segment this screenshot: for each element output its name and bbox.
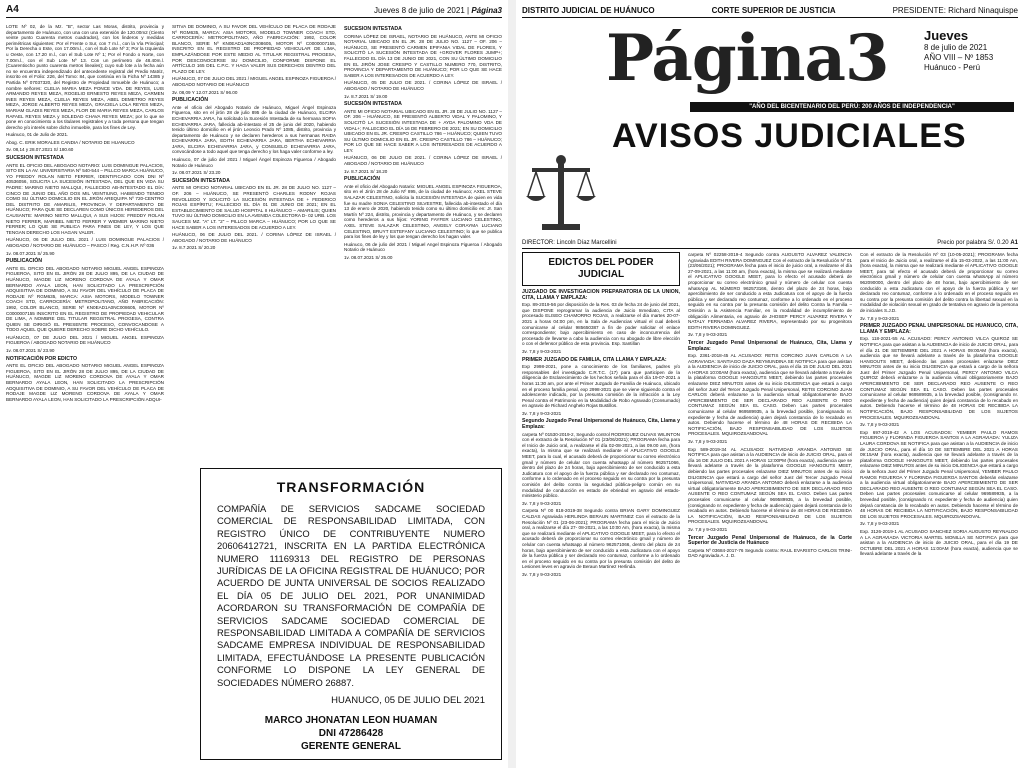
notice-paragraph: HUÁNUCO, 07 DE JULIO DEL 2021 / MIGUEL ANGEL ESPINOZA FIGUEROA / ABOGADO NOTARIO DE HUÁNUCO (6, 334, 164, 346)
issue-number: AÑO VIII – Nº 1853 (924, 53, 994, 62)
notice-paragraph: 3v. 7,8 y 9-03-2021 (688, 526, 728, 532)
notice-paragraph: Huánuco, 06 de julio del 2021 / Miguel Angel Espinoza Figueroa / Abogado Notario de Huánuco (344, 241, 502, 253)
notice-paragraph: 3v. 7,8 y 9-03-2021 (688, 332, 728, 338)
signatory-dni: DNI 47286428 (318, 728, 384, 740)
notice-heading: NOTIFICACIÓN POR EDICTO (6, 355, 78, 362)
left-page-brand: Página3 (471, 6, 502, 15)
notice-heading: SUCESION INTESTADA (6, 155, 64, 162)
notice-heading: PRIMER JUZGADO DE FAMILIA, CITA LLAMA Y EMPLAZA: (522, 356, 667, 363)
notice-heading: Tercer Juzgado Penal Unipersonal de Huánuco, de la Corte Superior de Justicia de Huánuco (688, 534, 852, 547)
notice-paragraph: Carpeta Nº 03684-2017-76 Segundo contra: RAUL EVARISTO CARLOS TRINI-DAD Agraviada A. J. D. (688, 547, 852, 559)
notice-paragraph: Exp. 2361-2018-45 AL ACUSADO: RETIS CORCINO JUAN CARLOS A LA AGRAVIADA: SANTIAGO DAZA REYMUNDINA SE NOTIFICA para que asistan a la AUDIENCIA de inicio de JUICIO ORAL, para el día 15 DE JULIO DEL 2021 A HORAS 10:00AM (hora exacta), audiencia que se llevará adelante a través de la plataforma GOOGLE HANGOUTS MEET, debiendo las partes procesales enlazarse DIEZ MINUTOS antes de su inicio DILIGENCIA que estará a cargo del señor Juez del Tercer Juzgado Penal Unipersonal, RETIS CORCINO JUAN CARLOS deberá enlazarse a la audiencia virtual obligatoriamente BAJO APERCIBIMIENTO DE SER DECLARADO REO AUSENTE O REO CONTUMAZ SEGÚN SEA EL CASO. Deben Las partes procesales comunicarse al celular 969589935, a la brevedad posible, (consignando nr. expediente y fecha de audiencia) quien dejará constancia de lo recabado en autos. Debiendo hacerse el término de 48 HORAS DE RECIBIDA LA NOTIFICACIÓN, BAJO RESPONSABILIDAD DE LOS SUJETOS PROCESALES. MQUIROZSANDOVAL (688, 353, 852, 437)
transformacion-signature (217, 714, 485, 753)
notice-paragraph: carpeta Nº 02258-2019-4 Segundo contra AUGUSTO ALVAREZ VALENCIA Agraviada EDITH RIVERA DOMINGUEZ Con el extracto de la Resolución Nº 01 (23/06/2021); PROGRAMA fecha para el inicio de juicio oral, a realizarse el día 27-09-2021, a las 11:00 am, (hora exacta), la misma que se realizará mediante el APLICATIVO GOOGLE MEET, para lo efecto el acusado deberá de proporcionar su correo electrónico gmail y número de celular con cuenta whatsApp AL NÚMERO 962573166, dentro del plazo de 24 horas, bajo apercibimiento de ser conducido a esta Judicatura con el apoyo de la fuerza pública y ser declarado reo contumaz, conforme a lo ordenado en el proceso seguido en su contra por la presunta comisión del delito Contra la Familia – Omisión a la Asistencia Familiar, en la modalidad de incumplimiento de obligación Alimentaria, en agravio de JHOSEP PERCY ALVAREZ RIVERA Y NATALY FERNANDA ALVAREZ RIVERA, representado por su progenitora EDITH RIVERA DOMINGUEZ. (688, 252, 852, 330)
notice-paragraph: Con el extracto de la Resolución Nº 03 (10-05-2021); PROGRAMA fecha para el Inicio de Juicio oral, a realizarse el día 15-03-2022, a las 11:00 Am, (hora exacta), la misma que se realizará mediante el APLICATIVO GOOGLE MEET, para tal efecto el acusado deberá de proporcionar su correo electrónico gmail y número de celular con cuenta whatsApp al número 962090000, dentro del plazo de 48 horas, bajo apercibimiento de ser conducido a esta Judicatura con el apoyo de la fuerza pública y ser declarado reo contumaz, conforme a lo ordenado en el proceso seguido en su contra por la presunta comisión del delito contra la libertad sexual en la modalidad de violación sexual en grado de tentativa en agravio de la persona de iniciales S.J.D. (860, 252, 1018, 313)
notice-paragraph: ANTE EL OFICIO DEL ABOGADO NOTARIO MIGUEL ANGEL ESPINOZA FIGUEROA, SITO EN EL JIRÓN 28 DE JULIO 895, DE LA CIUDAD DE HUÁNUCO, MAGDE LIZ MORENO CORDOVA DE AYALA Y OMAR BERNARDO AYALA LEON, HAN SOLICITADO LA PRESCRIPCIÓN ADQUISITIVA DE DOMINIO, A SU FAVOR DEL VEHÍCULO DE PLACA DE RODAJE Nº RGM635, MARCA: ASIA MOTORS, MODELO TOWNER COACH STD, CARROCERÍA: METROPOLITANO, AÑO FABRICACIÓN: 1992, COLOR BLANCO, SERIE Nº KN0EAD1A0NC008605, MOTOR Nº C0000007155 INSCRITO EN EL REGISTRO DE PROPIEDAD VEHICULAR DE LIMA, A NOMBRE DEL TITULAR REGISTRAL PROGESA, CONTRA QUIEN SE DIRIGIÓ EL PRESENTE PROCESO, CONVOCANDOSE A TODO AQUEL QUE QUIERE DERECHO SOBRE DICHO VEHÍCULO. (6, 265, 164, 333)
district-label: DISTRITO JUDICIAL DE HUÁNUCO (522, 6, 655, 15)
notice-paragraph: 1v. 8.7.2021 S/ 20.20 (172, 245, 216, 251)
notice-paragraph: HUÁNUCO, 06 DE JULIO DE 2021. / CORINA LÓPEZ DE ISRAEL / ABOGADO / NOTARIO DE HUÁNUCO (344, 155, 502, 167)
notice-paragraph: 1v. 8.7.2021 S/ 19.00 (344, 93, 388, 99)
notice-paragraph: 3v. 7,8 y 9-03-2021 (522, 348, 562, 354)
left-page-header (6, 4, 502, 18)
page-gutter (508, 0, 516, 768)
notice-paragraph: ANTE EL OFICIO DEL ABOGADO NOTARIO: LUIS DOMINGUE PALACIOS, SITO EN LA AV. UNIVERSITARIA Nº 540-544 – PILLCO MARCA HUÁNUCO, YO FREDDY ROLAN NIETO FERRER, IDENTIFICADO CON DNI Nº 40536056, SOLICITA LA SUCESIÓN INTESTADA, DEL QUE EN VIDA SU PADRE: MARINO NIETO MALLQUI, FALLECIDO AB-INTESTADO EL DÍA: CINCO DE JUNIO DEL AÑO DOS MIL VEINTIUNO, HABIENDO TENIDO COMO SU ÚLTIMO DOMICILIO EN EL JIRÓN AREQUIPA Nº 720-CENTRO DEL DISTRITO DE AMARILIS, PROVINCIA Y DEPARTAMENTO DE HUÁNUCO; PARA QUE SE DECLAREN COMO ÚNICOS HEREDEROS DEL CAUSANTE: MARINO NIETO MALLQUI, A SUS HIJOS: FREDDY ROLAN NIETO FERRER, MARIBEL NIETO FERRER Y WIDMER MARINO NIETO FERRER; LO QUE SE PUBLICA PARA FINES DE LEY, Y LOS QUE TENGAN DERECHO LOS HAGAN VALER. (6, 162, 164, 235)
left-page (0, 0, 508, 768)
notice-heading: PRIMER JUZGADO PENAL UNIPERSONAL DE HUANUCO, CITA, LLAMA Y EMPLAZA: (860, 323, 1018, 335)
notice-paragraph: Exp 589-2019-34 AL ACUSADO: NATIVIDAD ARANDA ANTONIO SE NOTIFICA para que asistan a la AUDIENCIA de inicio de JUICIO ORAL, para el día 16 DE JULIO DEL 2021 A HORAS 12:00PM (hora exacta), audiencia que se llevará adelante a través de la plataforma GOOGLE HANGOUTS MEET, debiendo las partes procesales enlazarse DIEZ MINUTOS antes de su inicio DILIGENCIA que estará a cargo del señor Juez del Tercer Juzgado Penal Unipersonal, NATIVIDAD ARANDA ANTONIO deberá enlazarse a la audiencia virtual obligatoriamente BAJO APERCIBIMIENTO DE SER DECLARADO REO AUSENTE O REO CONTUMAZ SEGÚN SEA EL CASO. Deben Las partes procesales comunicarse al celular 969589935, a la brevedad posible, (consignando nr. expediente y fecha de audiencia) quien dejará constancia de lo recabado en autos. Debiendo hacerse el término de 48 HORAS DE RECIBIDA LA NOTIFICACIÓN, BAJO RESPONSABILIDAD DE LOS SUJETOS PROCESALES. MQUIROZSANDOVAL (688, 446, 852, 525)
notice-heading: SUCESIÓN INTESTADA (172, 177, 230, 184)
edictos-title: EDICTOS DEL PODER JUDICIAL (522, 252, 680, 286)
notice-paragraph: SITIVA DE DOMINIO, A SU FAVOR DEL VEHÍCULO DE PLACA DE RODAJE Nº RGM635, MARCA: ASIA MOTORS, MODELO TOWNER COACH STD, CARROCERÍA: METROPOLITANO, AÑO FABRICACIÓN: 1992, COLOR BLANCO, SERIE Nº KN0EAD1A0NC008605, MOTOR Nº C0000007155, INSCRITO EN EL REGISTRO DE PROPIEDAD VEHICULAR DE LIMA, EMPLAZÁNDOSE POR ESTE MEDIO AL TITULAR REGISTRAL PROGESA, POR DESCONOCERSE SU DOMICILIO, CONFORME DISPONE EL ARTÍCULO 165 DEL C.P.C. Y HAGA VALER SUS DERECHOS DENTRO DEL PLAZO DE LEY. (172, 24, 336, 74)
right-column-1 (522, 252, 680, 764)
left-page-date: Jueves 8 de julio de 2021 | (374, 6, 470, 15)
right-column-1-content (522, 290, 680, 578)
notice-paragraph: Abog. C. ERIK MORALES CANDIA / NOTARIO DE HUANUCO (6, 139, 135, 145)
signatory-role: GERENTE GENERAL (300, 741, 401, 753)
notice-heading: SUCESIÓN INTESTADA (344, 101, 402, 108)
director-name: DIRECTOR: Lincoln Díaz Marcellini (522, 240, 617, 246)
notice-paragraph: Carpeta Nº 00 818-2019-38 Segundo contra BRIAN GARY DOMINGUEZ CALDAS Agraviada HERLINDA BERAUN MARTINEZ Con el extracto de la Resolución Nº 01 (23-06-2021); PROGRAMA fecha para el Inicio de Juicio oral, a realizarse el día 27- 08-2021, a las 10:00 Am, (hora exacta), la misma que se realizará mediante el APLICATIVO GOOGLE MEET, para lo efecto el acusado deberá de proporcionar su correo electrónico gmail y número de celular con cuenta whatsapp al número 962571066, dentro del plazo de 24 horas, bajo apercibimiento de ser conducido a esta Judicatura con el apoyo de la fuerza pública y ser declarado reo contumaz, conforme a lo ordenado en el proceso seguido en su contra por la presunta comisión del delito de Lesiones leves en agravio de Beraun Martinez Herlinda. (522, 508, 680, 570)
notice-paragraph: 1v. 08.07.2021 S/ 25.00 (344, 254, 393, 260)
notice-heading: PUBLICACIÓN (344, 176, 381, 183)
right-page (516, 0, 1024, 768)
notice-paragraph: Exp. 89-2019-56 por disposición de la Res. 03 de fecha 24 de junio del 2021, que DISPONE reprogramar la audiencia de Juicio Inmediato, CITA al procesado ELISEO CHAMORRO ROJAS, a realizarse el día martes 20-07-2021 a horas 04:00 pm, en la Sala de Audiencias virtual el cual deberá comunicarse al celular 985650387 a fin de poder solicitar el enlace correspondiente; bajo apercibimiento en caso de inconcurrencia del procesado de llevarse a cabo la audiencia con su abogado de libre elección o con el defensor público de esta provincia. Esp. Santillan (522, 302, 680, 347)
notice-paragraph: 3v. 7,8 y 9-03-2021 (522, 571, 562, 577)
notice-heading: PUBLICACIÓN (6, 258, 43, 265)
right-page-columns (522, 252, 1018, 764)
notice-paragraph: 3v. 08,14 y 28.07.2021 S/ 180.60 (6, 147, 74, 153)
notice-paragraph: 1v. 08.07.2021 S/ 23.20 (172, 170, 221, 176)
notice-paragraph: HUÁNUCO, 06 DE JULIO DEL 2021 / LUIS DOMINGUE PALACIOS / ABOGADO / NOTARIO DE HUÁNUCO – PASCO / Reg. C.N.H.P. Nº 036 (6, 237, 164, 248)
right-page-number: A1 (1010, 240, 1018, 246)
notice-paragraph: 3v. 7,8 y 9-03-2021 (860, 315, 900, 321)
notice-paragraph: Ante el oficio del Abogado Notario: MIGUEL ANGEL ESPINOZA FIGUEROA, sito en el Jirón 28 de Julio Nº 895, de la ciudad de Huánuco; AXEL STEVE SALAZAR CELESTINO, solicita la SUCESIÓN INTESTADA de quien en vida fue su madre SONIA CELESTINO SILVESTRE, fallecida ab-intestado el día 13 de enero de 2020, habiendo tenido como su último domicilio en: Jr. San Martín Nº 224, distrito, provincia y departamento de Huánuco, y se declaren como herederos a sus hijos: YORING FAYFER LUCIANO CELESTINO, AXEL STEVE SALAZAR CELESTINO, ANGELY CORAYMA LUCIANO CELESTINO, BRUYT ESTEFANY LUCIANO CELESTINO; lo que se publica para los fines de ley y los que tengan derecho los hagan valer. (344, 183, 502, 240)
transformacion-notice (200, 468, 502, 760)
word-price: Precio por palabra S/. 0.20 (937, 240, 1009, 246)
notice-paragraph: 1v. 08.07.2021 S/ 25.90 (6, 250, 55, 256)
notice-paragraph: Ante el oficio del Abogado Notario de Huánuco, Miguel Ángel Espinoza Figueroa, sito en el jirón 28 de julio 895 de la ciudad de Huánuco, ELCIRA ECHEVARRIA JARA, ha solicitado la Sucesión Intestada de su hermana SOFIA ECHEVARRIA JARA, fallecida ab-intestato el 25 de junio del 2020, habiendo tenido último domicilio en el jirón Leoncio Prado Nº 1085, distrito, provincia y departamento de Huánuco y se declaren herederos a sus hermanas RAIDA ECHEVARRIA JARA, EDITH ECHEVARRIA JARA, BERTHA ECHEVARRIA JARA, ELCIRA ECHEVARRIA JARA, y CONSUELO ECHEVARRIA JARA, convocándose a todo aquel que tenga derecho y los haga valer conforme a ley. (172, 104, 336, 155)
notice-paragraph: Huánuco, 01 de Julio de 2021. (6, 132, 69, 138)
notice-paragraph: Exp. 118-2021-55 AL ACUSADO: PERCY ANTONIO VILCA QUIROZ SE NOTIFICA para que asistan a la AUDIENCIA de inicio de JUICIO ORAL, para el día 21 DE SETIEMBRE DEL 2021 A HORAS 09:00AM (hora exacta), audiencia que se llevará adelante a través de la plataforma GOOGLE HANGOUTS MEET, debiendo las partes procesales enlazarse DIEZ MINUTOS antes de su inicio DILIGENCIA que estará a cargo de la señora Juez del Primer Juzgado Penal Unipersonal, PERCY ANTONIO VILCA QUIROZ deberá enlazarse a la audiencia virtual obligatoriamente BAJO APERCIBIMIENTO DE SER DECLARADO REO AUSENTE O REO CONTUMAZ SEGÚN SEA EL CASO. Deben las partes procesales comunicarse al celular 969589935, a la brevedad posible, (consignando nr. expediente y fecha de audiencia) quien dejará constancia de lo recabado en autos. Debiendo hacerse el término de 48 HORAS DE RECIBIDA LA NOTIFICACIÓN, BAJO RESPONSABILIDAD DE LOS SUJETOS PROCESALES. MQUIROZSANDOVAL (860, 336, 1018, 420)
slogan-bar: "AÑO DEL BICENTENARIO DEL PERÚ: 200 AÑOS DE INDEPENDENCIA" (690, 102, 1014, 112)
notice-heading: JUZGADO DE INVESTIGACION PREPARATORIA DE LA UNION, CITA, LLAMA Y EMPLAZA: (522, 289, 680, 301)
notice-paragraph: ANTE EL OFICIO DEL ABOGADO NOTARIO MIGUEL ANGEL ESPINOZA FIGUEROA, SITO EN EL JIRÓN 28 DE JULIO 895, DE LA CIUDAD DE HUÁNUCO, MAGDE LIZ MORENO CORDOVA DE AYALA Y OMAR BERNARDO AYALA LEON, HAN SOLICITADO LA PRESCRIPCIÓN ADQUISITIVA DE DOMINIO, A SU FAVOR DEL VEHÍCULO DE PLACA DE RODAJE MAGDE LIZ MORENO CORDOVA DE AYALA Y OMAR BERNARDO AYALA LEON, HAN SOLICITADO LA PRESCRIPCIÓN ADQUI- (6, 363, 164, 402)
left-page-number: A4 (6, 4, 19, 15)
notice-paragraph: Huánuco, 07 de julio del 2021 / Miguel Ángel Espinoza Figueroa / Abogado Notario de Huánuco (172, 157, 336, 168)
notice-paragraph: HUÁNUCO, 05 DE JULIO DE 2021. / CORINA LÓPEZ DE ISRAEL / ABOGADO / NOTARIO DE HUÁNUCO (344, 80, 502, 91)
notice-paragraph: 3v. 7,8 y 9-03-2021 (522, 410, 562, 416)
transformacion-date: HUANUCO, 05 DE JULIO DEL 2021 (331, 695, 485, 707)
scales-of-justice-icon (522, 144, 600, 240)
president-label: PRESIDENTE: Richard Ninaquispe (892, 6, 1018, 15)
masthead (522, 21, 1018, 155)
court-label: CORTE SUPERIOR DE JUSTICIA (711, 6, 836, 15)
notice-paragraph: LOTE Nº 02, de la Mz. "B", sector Las Moras, distrito, provincia y departamento de Huánuco, con una con una extensión de 120.00m2 (Ciento veinte punto Cuarenta metros cuadrados), con los linderos y medidas perimétricas siguientes: Por el Frente o Sur, con 7 m.l., con la Vía Principal; Por la Derecha o Este, con 17.00m.l., con el Sub Lote Nº 3; Por la Izquierda u Oeste, con 17.20 m.l., con el Sub Lote Nº 1; Por el Fondo o Norte, con 7.00m.l., con el Sub Lote Nº 13. Con un perímetro de 48.40m.l. (Cuarentiocho punto cuarenta metros lineales); cuyo sub lote a la fecha aún no se encuentra independizado del antecedente registral del Predio Matriz, inscrito en el Folio: 226, del Tomo: 84, que continúa en la Ficha Nº 14385 y Partida Nº 07037320, del Registro de Propiedad Inmueble de Huánuco; a nombre señores: CLELIA MARIA MEZA PONCE VDA. DE REYES, LUIS ARMANDO REYES MEZA, ROGELIO ERNESTO REYES MEZA, CARMEN INES REYES MEZA, CLELIA REYES MEZA, ABEL DEMETRIO REYES MEZA, JORGE ALBERTO REYES MEZA, GRACIELA LOLA REYES MEZA, MARIAM GLADIS REYES MEZA, FLOR DE MARIA REYES MEZA, CARLOS RAFAEL REYES MEZA y SOLEDAD CHAVA REYES MEZA; por lo que se pone en conocimiento a los titulares registrales y a toda persona que tengan derecho y/o interés sobre dicho inmueble, para los fines de Ley. (6, 24, 164, 130)
issue-city: Huánuco - Perú (924, 63, 981, 72)
right-page-header (522, 4, 1018, 18)
notice-paragraph: 3v. 7,8 y 9-03-2021 (522, 500, 562, 506)
notice-heading: Tercer Juzgado Penal Unipersonal de Huánuco, Cita, Llama y Emplaza: (688, 339, 852, 352)
notice-paragraph: ANTE MI OFICIO NOTARIAL UBICADO EN EL JR. 28 DE JULIO NO. 1127 – OF. 206 – HUÁNUCO, SE PRESENTÓ CHARLES RODNY ROJAS REVOLLEDO Y SOLICITÓ LA SUCESIÓN INTESTADA DE + FEDERICO ROJAS ESPÍRITU; FALLECIDO EL DÍA 01 DE JUNIO DE 2021; EN EL ESTABLECIMIENTO DE SALUD HOSPITAL II HUÁNUCO – AMARILIS; QUIEN TUVO SU ÚLTIMO DOMICILIO EN LA AVENIDA COLECTORA D- 02 URB. LOS SAUCES MZ. "A" LT. "2" – PILLCO MARCA – HUÁNUCO; POR LO QUE SE HACE SABER A LOS INTERESADOS DE ACUERDO A LEY. (172, 185, 336, 230)
transformacion-title: TRANSFORMACIÓN (276, 479, 426, 495)
notice-paragraph: 1v. 08.07.2021 S/ 23.90 (6, 348, 55, 354)
notice-paragraph: HUÁNUCO, 07 DE JULIO DEL 2021 / MIGUEL ANGEL ESPINOZA FIGUEROA / ABOGADO NOTARIO DE HUÁNUCO (172, 76, 336, 87)
transformacion-body: COMPAÑÍA DE SERVICIOS SADCAME SOCIEDAD COMERCIAL DE RESPONSABILIDAD LIMITADA, CON REGISTRO ÚNICO DE CONTRIBUYENTE NUMERO 20606412721, INSCRITA EN LA PARTIDA ELECTRÓNICA NUMERO 11169313 DEL REGISTRO DE PERSONAS JURÍDICAS DE LA OFICINA REGISTRAL DE HUÁNUCO; POR ACUERDO DE JUNTA UNIVERSAL DE SOCIOS REALIZADO EL DÍA 05 DE JULIO DEL 2021, POR UNANIMIDAD ACORDARON SU TRANSFORMACIÓN DE COMPAÑÍA DE SERVICIOS SADCAME SOCIEDAD COMERCIAL DE RESPONSABILIDAD LIMITADA A COMPAÑÍA DE SERVICIOS SADCAME EMPRESA INDIVIDUAL DE RESPONSABILIDAD LIMITADA, EFECTUÁNDOSE LA PRESENTE PUBLICACIÓN CONFORME LO DISPONE LA LEY GENERAL DE SOCIEDADES NÚMERO 26887. (217, 503, 485, 688)
left-column-3 (344, 24, 502, 454)
notice-paragraph: 3v. 08,09 Y 12.07.2021 S/ 96.00 (172, 89, 238, 95)
notice-paragraph: carpeta Nº 01530-2019-2, Segundo control RODRIGUEZ OLIVAS WILINTON con el extracto de la Resolución Nº 01 (23/06/2021); PROGRAMA fecha para el Inicio de Juicio oral, a realizarse el día 02-08-2021, a las 09.00 am, (hora exacta), la misma que se realizará mediante el APLICATIVO GOOGLE MEET, para lo cual, el acusado deberá de proporcionar su correo electrónico gmail y número de celular con cuenta whatsapp al número 962571066, dentro del plazo de 24 horas, bajo apercibimiento de ser conducido a esta Judicatura con el apoyo de la fuerza pública y ser declarado reo contumaz, conforme a lo ordenado en el proceso seguido en su contra por la presunta comisión del delito contra la seguridad pública-peligro común en su modalidad de conducción en estado de ebriedad en agravio del estado-ministerio público. (522, 431, 680, 499)
director-line (522, 240, 1018, 249)
left-column-2 (172, 24, 336, 454)
left-column-1 (6, 24, 164, 764)
notice-heading: SUCESION INTESTADA (344, 26, 402, 32)
newspaper-logo: Página3 (606, 21, 889, 96)
notice-heading: Segundo Juzgado Penal Unipersonal de Huánuco, Cita, Llama y Emplaza: (522, 418, 680, 431)
right-column-2 (688, 252, 852, 764)
notice-paragraph: 1v. 8.7.2021 S/ 18.20 (344, 168, 388, 174)
right-column-3 (860, 252, 1018, 764)
notice-paragraph: ANTE MI OFICIO NOTARIAL UBICADO EN EL JR. 28 DE JULIO NO. 1127 – OF. 206 – HUÁNUCO, SE PRESENTÓ ALBERTO VIDAL Y PALOMINO, Y SOLICITÓ LA SUCESIÓN INTESTADA DE + AYDA PALOMINO VDA DE VIDAL+; FALLECIDO EL DÍA 16 DE FEBRERO DE 2021; EN SU DOMICILIO UBICADO EN EL JR. CRESPO CASTILLO 786 – HUÁNUCO; QUIEN TUVO SU ÚLTIMO DOMICILIO EN EL JR. CRESPO CASTILLO 786 – HUÁNUCO; POR LO QUE SE HACE SABER A LOS INTERESADOS DE ACUERDO A LEY. (344, 108, 502, 153)
notice-paragraph: 3v. 7,8 y 9-03-2021 (860, 422, 900, 428)
notice-paragraph: 3v. 7,8 y 9-03-2021 (688, 439, 728, 444)
notice-paragraph: 3v. 7,8 y 9-03-2021 (860, 521, 900, 527)
section-title: AVISOS JUDICIALES (612, 117, 967, 155)
left-page-brand-line (374, 6, 502, 15)
notice-paragraph: HUÁNUCO, 06 DE JULIO DEL 2021. / CORINA LÓPEZ DE ISRAEL / ABOGADO / NOTARIO DE HUÁNUCO (172, 232, 336, 243)
notice-paragraph: Exp. 3126-2019-1 AL ACUSADO SANCHEZ SORIA AUGUSTO REYNALDO A LA AGRAVIADA VICTORIA MARTEL MONILLA SE NOTIFICA para que asistan a la AUDIENCIA de inicio de JUICIO ORAL, para el día 19 DE OCTUBRE DEL 2021 A HORAS 11:00AM (hora exacta), audiencia que se llevará adelante a través de la (860, 528, 1018, 557)
issue-date: 8 de julio de 2021 (924, 43, 988, 52)
signatory-name: MARCO JHONATAN LEON HUAMAN (264, 715, 438, 727)
notice-paragraph: CORINA LÓPEZ DE ISRAEL, NOTARIO DE HUÁNUCO, ANTE MI OFICIO NOTARIAL UBICADO EN EL JR. 28 DE JULIO NO. 1127 – OF. 206 – HUÁNUCO, SE PRESENTÓ CARMEN EPIFANIA VIDAL DE FLORES, Y SOLICITÓ LA SUCESIÓN INTESTADA DE +GROVER FLORES JUMP+; FALLECIDO EL DÍA 13 DE JUNIO DE 2021, CON SU ÚLTIMO DOMICILIO EN EL JIRÓN JOSE CRESPO Y CASTILLO NUMERO 770, DISTRITO, PROVINCIA Y DEPARTAMENTO DE HUÁNUCO; POR LO QUE SE HACE SABER A LOS INTERESADOS DE ACUERDO A LEY. (344, 33, 502, 78)
notice-paragraph: Exp 2998-2021, pone a conocimiento de los familiares, padres y/o responsables del investigado C.R.T.C. (17) para que participen de la diligencia de Esclarecimiento de los hechos señala para el día 19-07-2021 a horas 11:30 am, por ante el Primer Juzgado de Familia de Huánuco, ubicado en el proceso familia penal, exp 2998-2021 que se viene siguiendo contra el adolescente indicado, por la presunta comisión de la infracción a la Ley Penal contra el Patrimonio en la Modalidad de Robo Agravado (Consumado) en agravio de Richard Anghelo Rojas Bustillos. (522, 364, 680, 409)
notice-heading: PUBLICACIÓN (172, 97, 209, 104)
notice-paragraph: Exp 697-2019-42 A LOS ACUSADOS: YEMBER PAULO RAMOS FIGUEROA y FLORINDA FIGUEROA SANTOS A LA AGRAVIADA: YULIZA LAURA CORDOVA SE NOTIFICA para que asistan a la AUDIENCIA de inicio de JUICIO ORAL, para el día 10 DE SETIEMBRE DEL 2021 A HORAS 09:15AM (hora exacta), audiencia que se llevará adelante a través de la plataforma GOOGLE HANGOUTS MEET, debiendo las partes procesales enlazarse DIEZ MINUTOS antes de su inicio DILIGENCIA que estará a cargo de la señora Juez del Primer Juzgado Penal Unipersonal, YEMBER PAULO RAMOS FIGUEROA Y FLORINDA FIGUEROA SANTOS deberán enlazarse a la audiencia virtual obligatoriamente BAJO APERCIBIMIENTO DE SER DECLARADO REO AUSENTE O REO CONTUMAZ SEGÚN SEA EL CASO. Deben Las partes procesales comunicarse al celular 969589935, a la brevedad posible, (consignando nr. expediente y fecha de audiencia) quien dejará constancia de lo recabado en autos. Debiendo hacerse el término de 48 HORAS DE RECIBIDA LA NOTIFICACIÓN, BAJO RESPONSABILIDAD DE LOS SUJETOS PROCESALES. MQUIROZSANDOVAL (860, 429, 1018, 519)
issue-day: Jueves (924, 28, 969, 43)
issue-info (924, 28, 1014, 73)
